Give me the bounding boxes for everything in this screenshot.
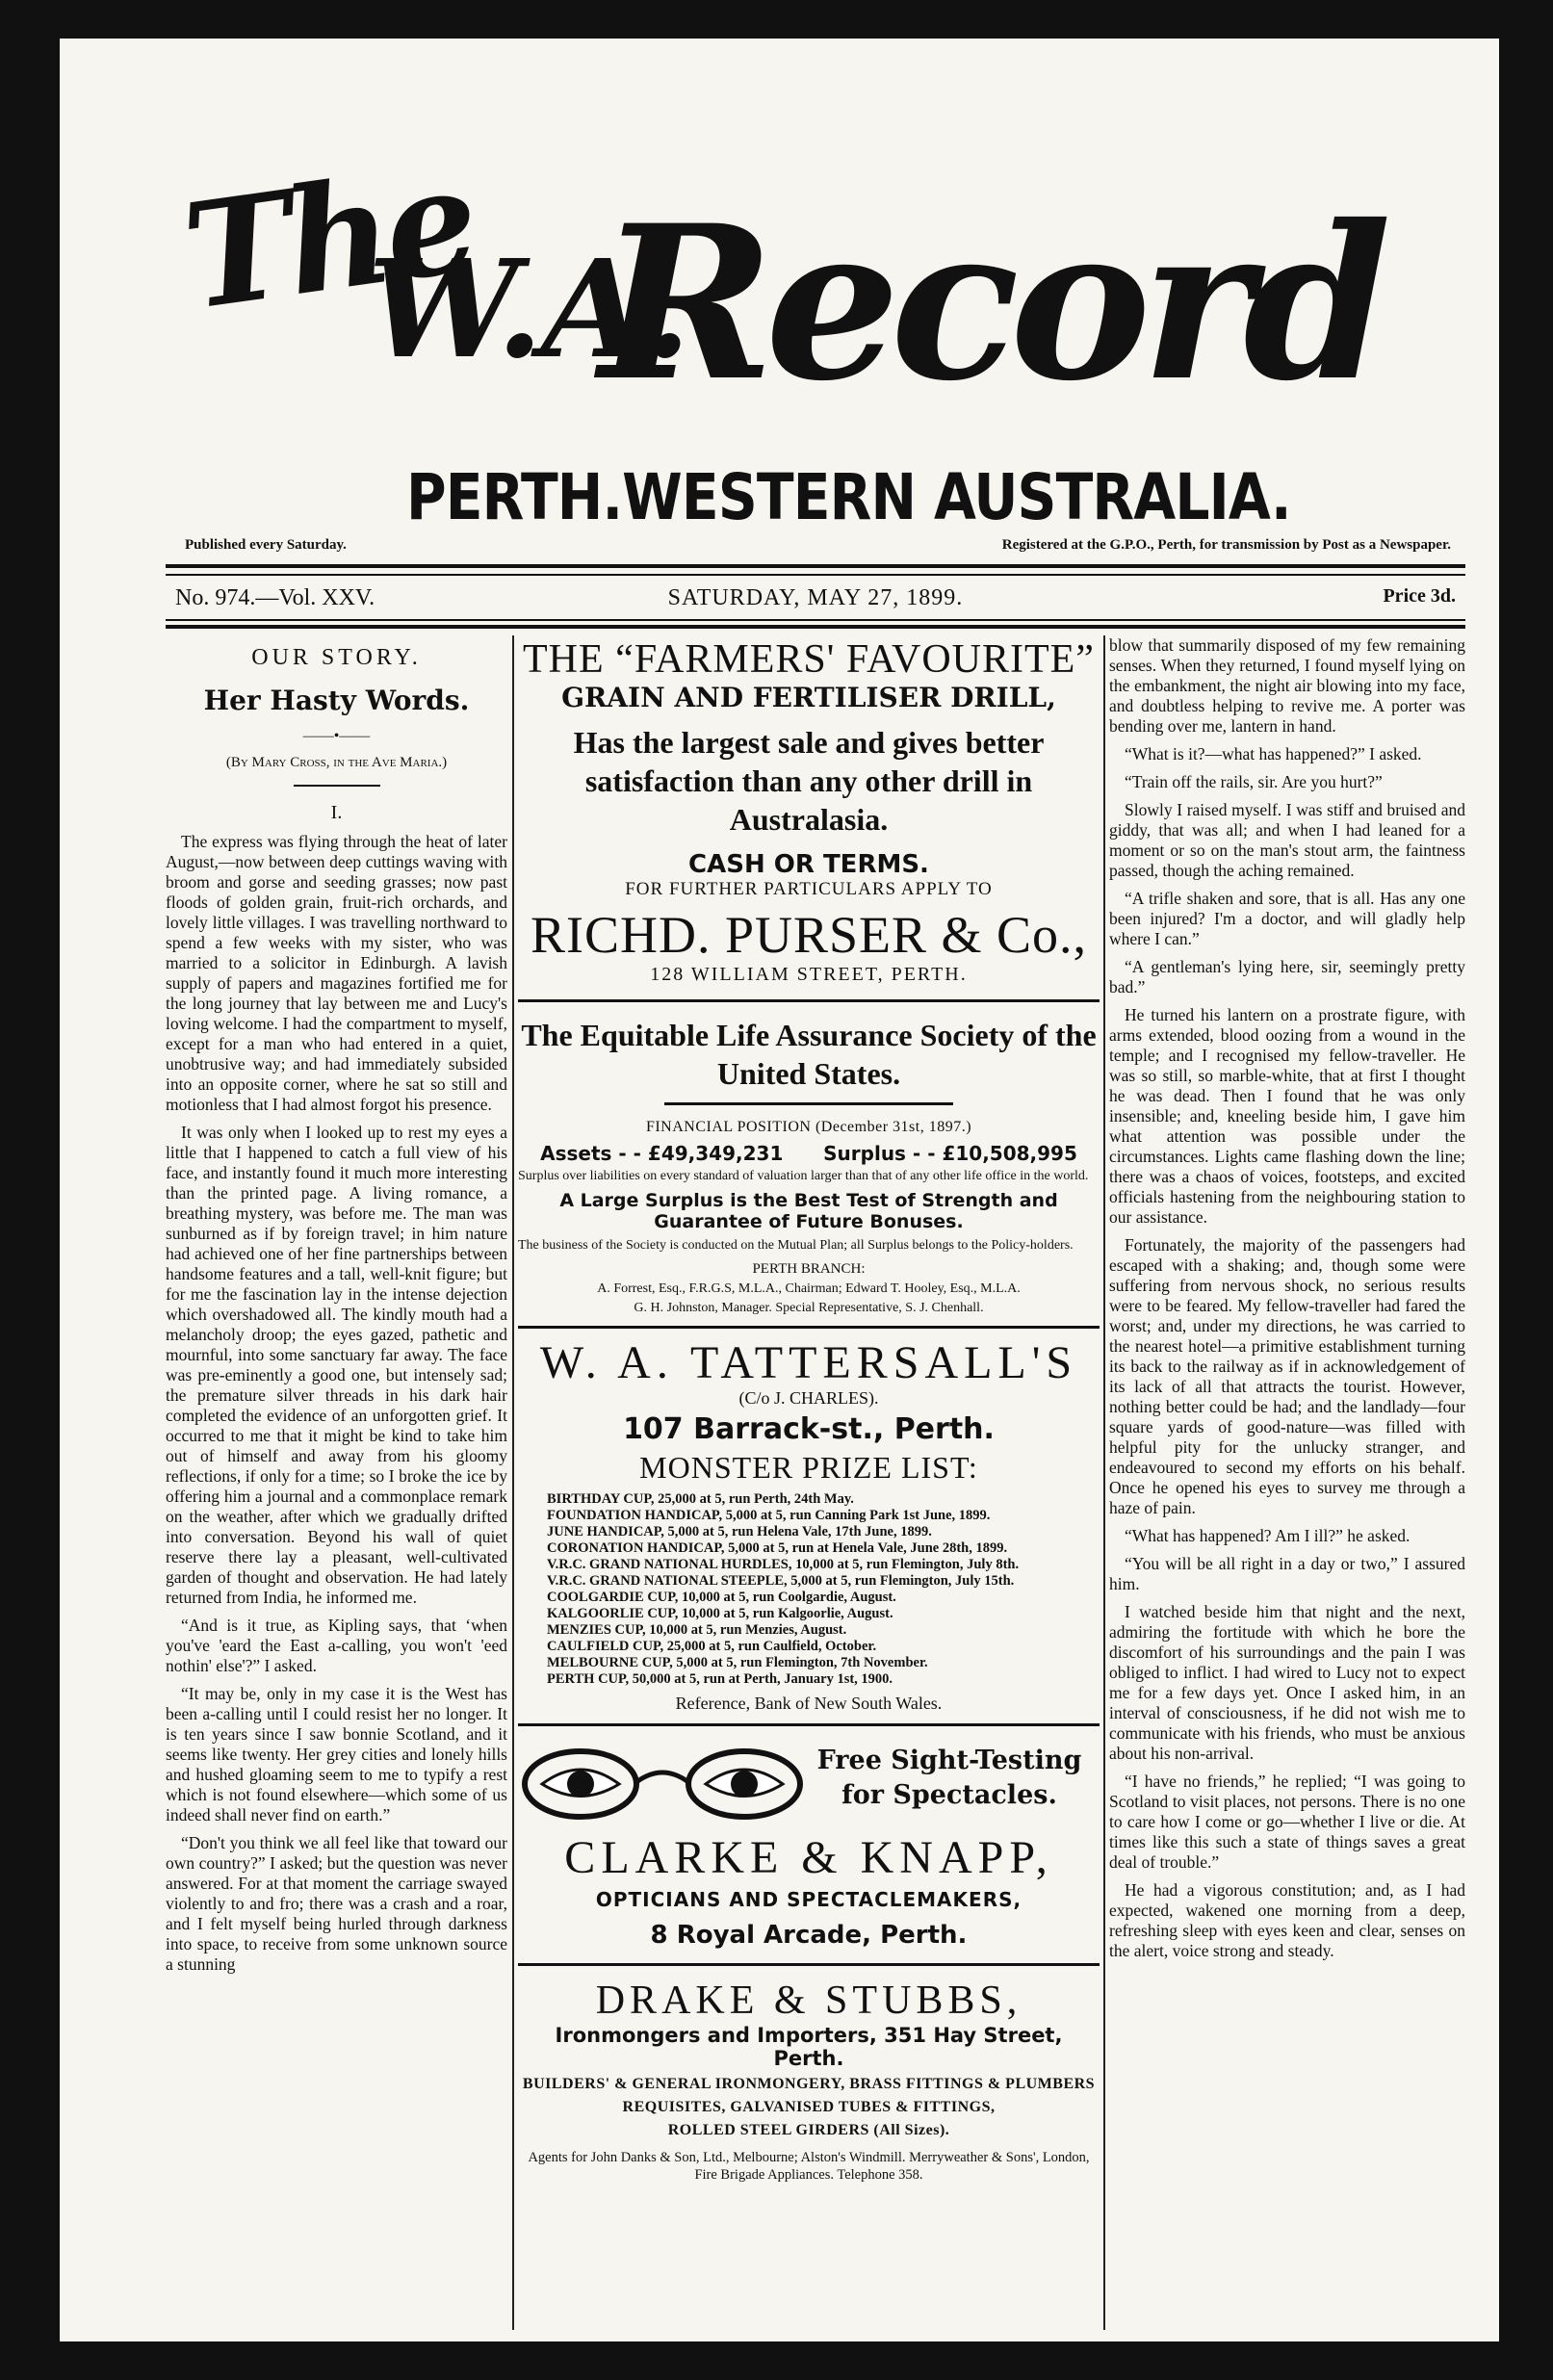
story-paragraph: “Don't you think we all feel like that toward our own country?” I asked; but the question was never answered. For at that moment the carriage swayed violently to and fro; there was a crash and a roar, and I felt myself being hurled through darkness into space, to receive from some unknown source a stunning <box>166 1833 507 1974</box>
tattersall-co: (C/o J. CHARLES). <box>738 1388 879 1408</box>
dateline <box>166 582 1465 620</box>
story-paragraph: “And is it true, as Kipling says, that ‘when you've 'eard the East a-calling, you won't 'eed nothin' else'?” I asked. <box>166 1616 507 1675</box>
masthead-wa: W.A. <box>368 231 689 389</box>
story-title: Her Hasty Words. <box>203 685 470 716</box>
story-paragraph: Fortunately, the majority of the passengers had escaped with a shaking; and, though some were suffering from nervous shock, no serious results were to be feared. My fellow-traveller had fared the worst; and, under my directions, he was carried to the nearest hotel—a primitive establishment turning its back to the railway as if in acknowledgement of its lack of all that attracts the tourist. However, nothing better could be had; and the landlady—four square yards of good-nature—was filled with helpful pity for the unlucky stranger, and endeavoured to second my efforts on his behalf. Once he opened his eyes to survey me through a haze of pain. <box>1109 1235 1465 1517</box>
farmers-title: THE “FARMERS' FAVOURITE” <box>523 637 1095 682</box>
story-paragraph: He had a vigorous constitution; and, as I had expected, wakened one morning from a deep, refreshing sleep with eyes keen and clear, senses on the alert, voice strong and steady. <box>1109 1880 1465 1960</box>
clarke-header <box>518 1736 1100 1832</box>
story-paragraph: “Train off the rails, sir. Are you hurt?” <box>1125 772 1383 791</box>
story-paragraph: “What has happened? Am I ill?” he asked. <box>1125 1526 1411 1545</box>
masthead-location: PERTH.WESTERN AUSTRALIA. <box>406 460 1291 534</box>
advertisements-column <box>518 635 1100 2330</box>
tattersall-name: W. A. TATTERSALL'S <box>539 1337 1078 1388</box>
story-column-left <box>166 635 507 2330</box>
story-paragraph: I watched beside him that night and the next, admiring the fortitude with which he bore the discomfort of his surroundings and the pain I was obliged to inflict. I had wired to Lucy not to expect me for a few days yet. Once I asked him, in an interval of consciousness, if he did not wish me to communicate with his friends, who must be anxious about his non-arrival. <box>1109 1602 1465 1763</box>
tattersall-address: 107 Barrack-st., Perth. <box>623 1412 995 1446</box>
story-paragraph: “A gentleman's lying here, sir, seemingly pretty bad.” <box>1109 957 1465 996</box>
farmers-subtitle: GRAIN AND FERTILISER DRILL, <box>561 682 1056 713</box>
farmers-claim: Has the largest sale and gives better satisfaction than any other drill in Australasia. <box>573 725 1045 837</box>
masthead-the: The <box>174 135 482 343</box>
equitable-title: The Equitable Life Assurance Society of the United States. <box>521 1018 1097 1091</box>
farmers-apply: FOR FURTHER PARTICULARS APPLY TO <box>625 879 993 899</box>
prize-list-item: V.R.C. GRAND NATIONAL STEEPLE, 5,000 at 5, run Flemington, July 15th. <box>547 1573 1015 1589</box>
published-note: Published every Saturday. <box>185 537 347 553</box>
farmers-cash: CASH OR TERMS. <box>688 850 929 879</box>
story-paragraph: “You will be all right in a day or two,” I assured him. <box>1109 1554 1465 1593</box>
drake-name: DRAKE & STUBBS, <box>595 1979 1022 2023</box>
ad-separator <box>518 1963 1100 1966</box>
masthead <box>60 39 1499 553</box>
byline-rule <box>294 785 380 787</box>
story-column-right <box>1109 635 1465 2330</box>
clarke-free-testing: Free Sight-Testing for Spectacles. <box>816 1746 1082 1810</box>
story-paragraph: “It may be, only in my case it is the West has been a-calling until I could resist her no longer. It is ten years since I saw bonnie Scotland, and it seems like twenty. Her grey cities and lonely hills and hushed gloaming seem to me to typify a rest which is not found elsewhere—which some of us indeed shall never find on earth.” <box>166 1684 507 1824</box>
prize-list-item: JUNE HANDICAP, 5,000 at 5, run Helena Vale, 17th June, 1899. <box>547 1524 932 1539</box>
equitable-chair: A. Forrest, Esq., F.R.G.S, M.L.A., Chairman; Edward T. Hooley, Esq., M.L.A. <box>597 1281 1021 1296</box>
story-paragraph: It was only when I looked up to rest my eyes a little that I happened to catch a full view of his face, and instantly found it much more interesting than the printed page. A living romance, a breathing mystery, was before me. The man was sunburned as if by foreign travel; in him nature had achieved one of her fine partnerships between handsome features and a tall, well-knit figure; but for me the fascination lay in the intense dejection which overshadowed all. The kindly mouth had a melancholy droop; the eyes gazed, pathetic and mournful, into some sanctuary far away. The face was pre-eminently a good one, but intensely sad; the premature silver threads in his dark hair completed the evidence of an unforgotten grief. It occurred to me that it might be kind to take him out of himself and away from his gloomy reflections, if only for a time; so I broke the ice by offering him a journal and a commonplace remark on the weather, after which we gradually drifted into conversation. Beyond his wall of quiet reserve there lay a pleasant, well-cultivated garden of thought and observation. He had lately returned from India, he informed me. <box>166 1123 507 1607</box>
clarke-name: CLARKE & KNAPP, <box>564 1832 1053 1883</box>
masthead-record: Record <box>599 178 1383 427</box>
prize-list-item: CORONATION HANDICAP, 5,000 at 5, run at Henela Vale, June 28th, 1899. <box>547 1540 1008 1556</box>
registered-note: Registered at the G.P.O., Perth, for transmission by Post as a Newspaper. <box>1001 537 1451 553</box>
chapter-number: I. <box>330 802 343 823</box>
equitable-manager: G. H. Johnston, Manager. Special Representative, S. J. Chenhall. <box>634 1301 984 1315</box>
ad-separator <box>518 999 1100 1002</box>
equitable-large-surplus: A Large Surplus is the Best Test of Strength and Guarantee of Future Bonuses. <box>559 1190 1058 1232</box>
ornament: ——•—— <box>302 728 371 744</box>
story-paragraph: The express was flying through the heat of later August,—now between deep cuttings waving with broom and gorse and seeding grasses; now past floods of golden grain, fruit-rich orchards, and lovely little villages. I was travelling northward to spend a few weeks with my sister, who was married to a solicitor in Edinburgh. A lavish supply of papers and magazines fortified me for the long journey that lay between me and Lucy's loving welcome. I had the compartment to myself, except for a man who had entered in a quiet, unobtrusive way; and had immediately subsided into an opposite corner, where he sat so still and motionless that I had almost forgot his presence. <box>166 832 507 1114</box>
prize-list-item: CAULFIELD CUP, 25,000 at 5, run Caulfield, October. <box>547 1639 877 1654</box>
newspaper-page <box>60 39 1499 2341</box>
equitable-ad <box>518 1016 1100 1316</box>
clarke-address: 8 Royal Arcade, Perth. <box>650 1921 968 1950</box>
ad-separator <box>518 1326 1100 1329</box>
bottom-rule <box>166 625 1465 629</box>
prize-list-item: MELBOURNE CUP, 5,000 at 5, run Flemington, 7th November. <box>547 1655 928 1670</box>
story-paragraph: blow that summarily disposed of my few remaining senses. When they returned, I found myself lying on the embankment, the night air blowing into my face, and doubtless helping to revive me. A porter was bending over me, lantern in hand. <box>1109 635 1465 736</box>
equitable-branch: PERTH BRANCH: <box>752 1261 866 1277</box>
drake-line-3: ROLLED STEEL GIRDERS (All Sizes). <box>667 2122 950 2138</box>
prize-list-item: PERTH CUP, 50,000 at 5, run at Perth, January 1st, 1900. <box>547 1671 893 1687</box>
story-heading: OUR STORY. <box>251 645 422 670</box>
story-paragraph: “What is it?—what has happened?” I asked. <box>1125 744 1422 763</box>
equitable-assets: Assets - - £49,349,231 <box>540 1142 784 1165</box>
farmers-address: 128 WILLIAM STREET, PERTH. <box>650 964 968 985</box>
prize-list-item: BIRTHDAY CUP, 25,000 at 5, run Perth, 24th May. <box>547 1491 854 1507</box>
equitable-mutual: The business of the Society is conducted on the Mutual Plan; all Surplus belongs to the Policy-holders. <box>518 1238 1074 1253</box>
clarke-knapp-ad <box>518 1736 1100 1950</box>
farmers-firm: RICHD. PURSER & Co., <box>530 906 1088 964</box>
story-byline: (By Mary Cross, in the Ave Maria.) <box>225 755 448 770</box>
column-divider-left <box>512 635 514 2330</box>
farmers-favourite-ad <box>518 637 1100 986</box>
issue-number: No. 974.—Vol. XXV. <box>175 585 375 610</box>
issue-date: SATURDAY, MAY 27, 1899. <box>667 585 964 610</box>
clarke-opticians: OPTICIANS AND SPECTACLEMAKERS, <box>595 1888 1022 1911</box>
prize-list-item: V.R.C. GRAND NATIONAL HURDLES, 10,000 at 5, run Flemington, July 8th. <box>547 1557 1020 1572</box>
drake-line-1: BUILDERS' & GENERAL IRONMONGERY, BRASS FITTINGS & PLUMBERS <box>522 2076 1096 2092</box>
story-paragraph: Slowly I raised myself. I was stiff and bruised and giddy, that was all; and when I had leaned for a moment or so on the man's stout arm, the faintness passed, though the aching remained. <box>1109 800 1465 880</box>
prize-list-item: KALGOORLIE CUP, 10,000 at 5, run Kalgoorlie, August. <box>547 1606 893 1621</box>
tattersall-list-title: MONSTER PRIZE LIST: <box>639 1450 978 1485</box>
story-paragraph: “A trifle shaken and sore, that is all. Has any one been injured? I'm a doctor, and will gladly help where I can.” <box>1109 889 1465 948</box>
equitable-surplus: Surplus - - £10,508,995 <box>823 1142 1077 1165</box>
equitable-financial: FINANCIAL POSITION (December 31st, 1897.) <box>645 1119 972 1135</box>
ad-separator <box>518 1723 1100 1726</box>
column-divider-right <box>1103 635 1105 2330</box>
equitable-rule <box>664 1102 953 1105</box>
prize-list-item: COOLGARDIE CUP, 10,000 at 5, run Coolgardie, August. <box>547 1590 896 1605</box>
tattersall-ad <box>518 1338 1100 1714</box>
drake-stubbs-ad <box>518 1978 1100 2184</box>
tattersall-reference: Reference, Bank of New South Wales. <box>675 1694 943 1713</box>
equitable-figures <box>518 1142 1100 1165</box>
drake-agents: Agents for John Danks & Son, Ltd., Melbourne; Alston's Windmill. Merryweather & Sons', London, Fire Brigade Appliances. Telephone 358. <box>528 2150 1090 2183</box>
drake-sub: Ironmongers and Importers, 351 Hay Street, Perth. <box>555 2024 1063 2070</box>
equitable-surplus-note: Surplus over liabilities on every standard of valuation larger than that of any other life office in the world. <box>518 1169 1089 1183</box>
top-rule-thin <box>166 574 1465 576</box>
prize-list-item: MENZIES CUP, 10,000 at 5, run Menzies, August. <box>547 1622 847 1638</box>
issue-price: Price 3d. <box>1383 585 1456 607</box>
prize-list-item: FOUNDATION HANDICAP, 5,000 at 5, run Canning Park 1st June, 1899. <box>547 1508 991 1523</box>
story-paragraph: He turned his lantern on a prostrate figure, with arms extended, blood oozing from a wound in the temple; and I recognised my fellow-traveller. He was so still, so marble-white, that at first I thought he was dead. Then I found that he was only insensible; and, kneeling beside him, I gave him what attention was possible under the circumstances. Lights came flashing down the line; there was a chaos of voices, footsteps, and excited officials hastening from the neighbouring station to our assistance. <box>1109 1005 1465 1227</box>
drake-line-2: REQUISITES, GALVANISED TUBES & FITTINGS, <box>622 2099 996 2115</box>
spectacles-icon <box>518 1746 807 1823</box>
top-rule <box>166 564 1465 568</box>
story-paragraph: “I have no friends,” he replied; “I was going to Scotland to visit places, not persons. There is no one to care how I come or go—whether I live or die. At times like this such a state of things saves a great deal of trouble.” <box>1109 1772 1465 1872</box>
bottom-rule-thin <box>166 619 1465 621</box>
